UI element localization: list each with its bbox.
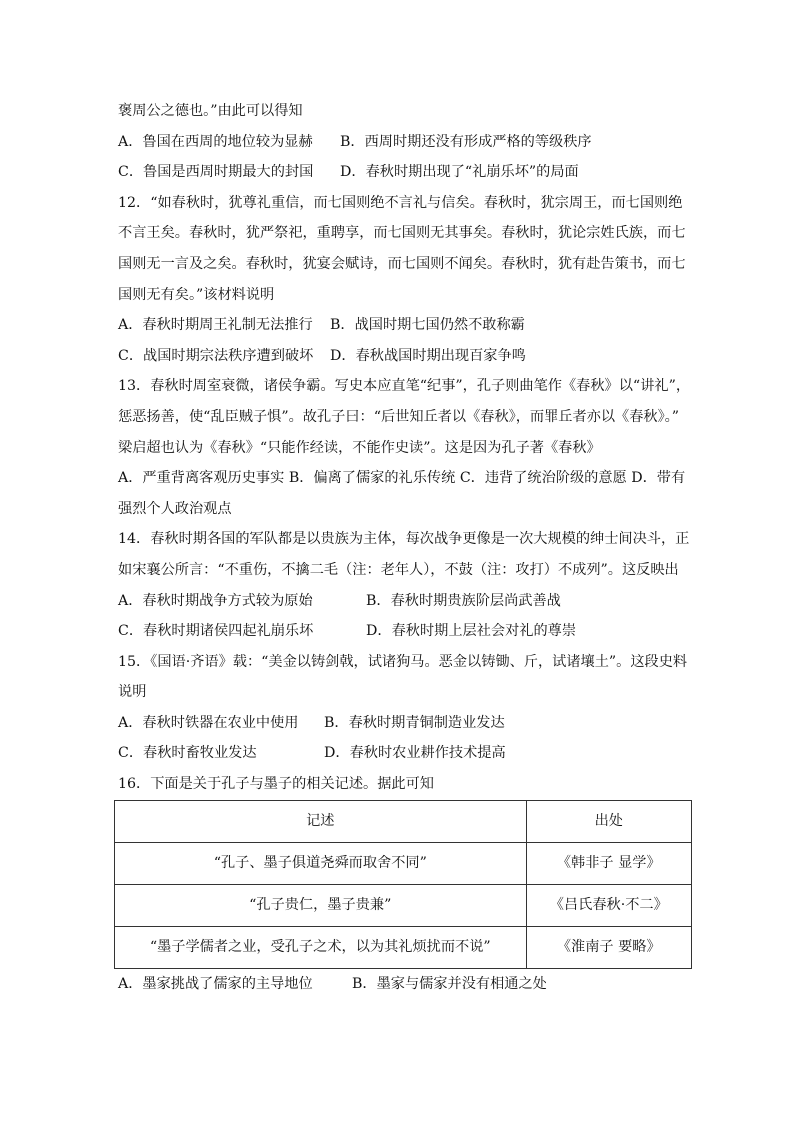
q16-option-row-1 bbox=[118, 969, 678, 1000]
table-header-cell: 出处 bbox=[526, 800, 691, 842]
q16-option-a[interactable]: A．墨家挑战了儒家的主导地位 bbox=[118, 975, 313, 992]
q15-option-row-2 bbox=[118, 738, 678, 769]
table-header-cell: 记述 bbox=[115, 800, 527, 842]
q12-option-a[interactable]: A．春秋时期周王礼制无法推行 bbox=[118, 317, 313, 334]
q12-option-b[interactable]: B．战国时期七国仍然不敢称霸 bbox=[330, 317, 525, 334]
table-row bbox=[115, 884, 692, 926]
exam-page bbox=[118, 96, 691, 999]
q16-option-b[interactable]: B．墨家与儒家并没有相通之处 bbox=[352, 975, 547, 992]
table-cell: “孔子、墨子俱道尧舜而取舍不同” bbox=[115, 842, 527, 884]
q12-stem-line: 12．“如春秋时，犹尊礼重信，而七国则绝不言礼与信矣。春秋时，犹宗周王，而七国则绝 bbox=[118, 194, 683, 211]
q11-option-d[interactable]: D．春秋时期出现了“礼崩乐坏”的局面 bbox=[340, 164, 579, 181]
q14-option-c[interactable]: C．春秋时期诸侯四起礼崩乐坏 bbox=[118, 623, 314, 640]
q11-option-b[interactable]: B．西周时期还没有形成严格的等级秩序 bbox=[340, 133, 592, 150]
q11-option-row-2 bbox=[118, 157, 678, 188]
table-row bbox=[115, 926, 692, 968]
q11-option-row-1 bbox=[118, 127, 678, 158]
table-cell: 《韩非子 显学》 bbox=[526, 842, 691, 884]
table-cell: 《淮南子 要略》 bbox=[526, 926, 691, 968]
q14-option-d[interactable]: D．春秋时期上层社会对礼的尊崇 bbox=[366, 623, 577, 640]
q12-option-d[interactable]: D．春秋战国时期出现百家争鸣 bbox=[330, 347, 526, 364]
table-row bbox=[115, 842, 692, 884]
q15-stem-line: 15．《国语·齐语》载：“美金以铸剑戟，试诸狗马。恶金以铸锄、斤，试诸壤土”。这段史料 bbox=[118, 653, 688, 670]
table-cell: “孔子贵仁，墨子贵兼” bbox=[115, 884, 527, 926]
table-cell: 《吕氏春秋·不二》 bbox=[526, 884, 691, 926]
table-header-row bbox=[115, 800, 692, 842]
q12-option-row-1 bbox=[118, 310, 678, 341]
q16-stem: 16．下面是关于孔子与墨子的相关记述。据此可知 bbox=[118, 776, 434, 793]
q13-stem-line: 梁启超也认为《春秋》“只能作经读，不能作史读”。这是因为孔子著《春秋》 bbox=[118, 439, 601, 456]
q14-option-row-1 bbox=[118, 586, 678, 617]
q12-stem-line: 不言王矣。春秋时，犹严祭祀，重聘享，而七国则无其事矣。春秋时，犹论宗姓氏族，而七 bbox=[118, 225, 686, 242]
source-table bbox=[114, 800, 692, 969]
table-cell: “墨子学儒者之业，受孔子之术，以为其礼烦扰而不说” bbox=[115, 926, 527, 968]
q14-option-b[interactable]: B．春秋时期贵族阶层尚武善战 bbox=[366, 592, 561, 609]
q13-options-line[interactable]: A．严重背离客观历史事实 B．偏离了儒家的礼乐传统 C．违背了统治阶级的意愿 D．带有 bbox=[118, 470, 686, 487]
q11-option-c[interactable]: C．鲁国是西周时期最大的封国 bbox=[118, 164, 314, 181]
q11-option-a[interactable]: A．鲁国在西周的地位较为显赫 bbox=[118, 133, 313, 150]
q14-stem-line: 如宋襄公所言：“不重伤，不擒二毛（注：老年人），不鼓（注：攻打）不成列”。这反映出 bbox=[118, 561, 679, 578]
q15-option-a[interactable]: A．春秋时铁器在农业中使用 bbox=[118, 714, 299, 731]
q12-option-c[interactable]: C．战国时期宗法秩序遭到破坏 bbox=[118, 347, 314, 364]
q14-option-a[interactable]: A．春秋时期战争方式较为原始 bbox=[118, 592, 313, 609]
q13-options-line[interactable]: 强烈个人政治观点 bbox=[118, 500, 232, 517]
q15-option-b[interactable]: B．春秋时期青铜制造业发达 bbox=[324, 714, 505, 731]
q13-stem-line: 13．春秋时周室衰微，诸侯争霸。写史本应直笔“纪事”，孔子则曲笔作《春秋》以“讲礼”， bbox=[118, 378, 691, 395]
q11-stem-tail: 褒周公之德也。”由此可以得知 bbox=[118, 103, 303, 119]
q13-stem-line: 惩恶扬善，使“乱臣贼子惧”。故孔子曰：“后世知丘者以《春秋》，而罪丘者亦以《春秋》。” bbox=[118, 408, 680, 425]
q15-option-d[interactable]: D．春秋时农业耕作技术提高 bbox=[324, 745, 506, 762]
q15-option-row-1 bbox=[118, 708, 678, 739]
q12-stem-line: 国则无有矣。”该材料说明 bbox=[118, 286, 275, 303]
q14-option-row-2 bbox=[118, 616, 678, 647]
q15-stem-line: 说明 bbox=[118, 684, 147, 701]
q12-stem-line: 国则无一言及之矣。春秋时，犹宴会赋诗，而七国则不闻矣。春秋时，犹有赴告策书，而七 bbox=[118, 255, 686, 272]
q12-option-row-2 bbox=[118, 341, 678, 372]
q15-option-c[interactable]: C．春秋时畜牧业发达 bbox=[118, 745, 257, 762]
q14-stem-line: 14．春秋时期各国的军队都是以贵族为主体，每次战争更像是一次大规模的绅士间决斗，正 bbox=[118, 531, 690, 548]
